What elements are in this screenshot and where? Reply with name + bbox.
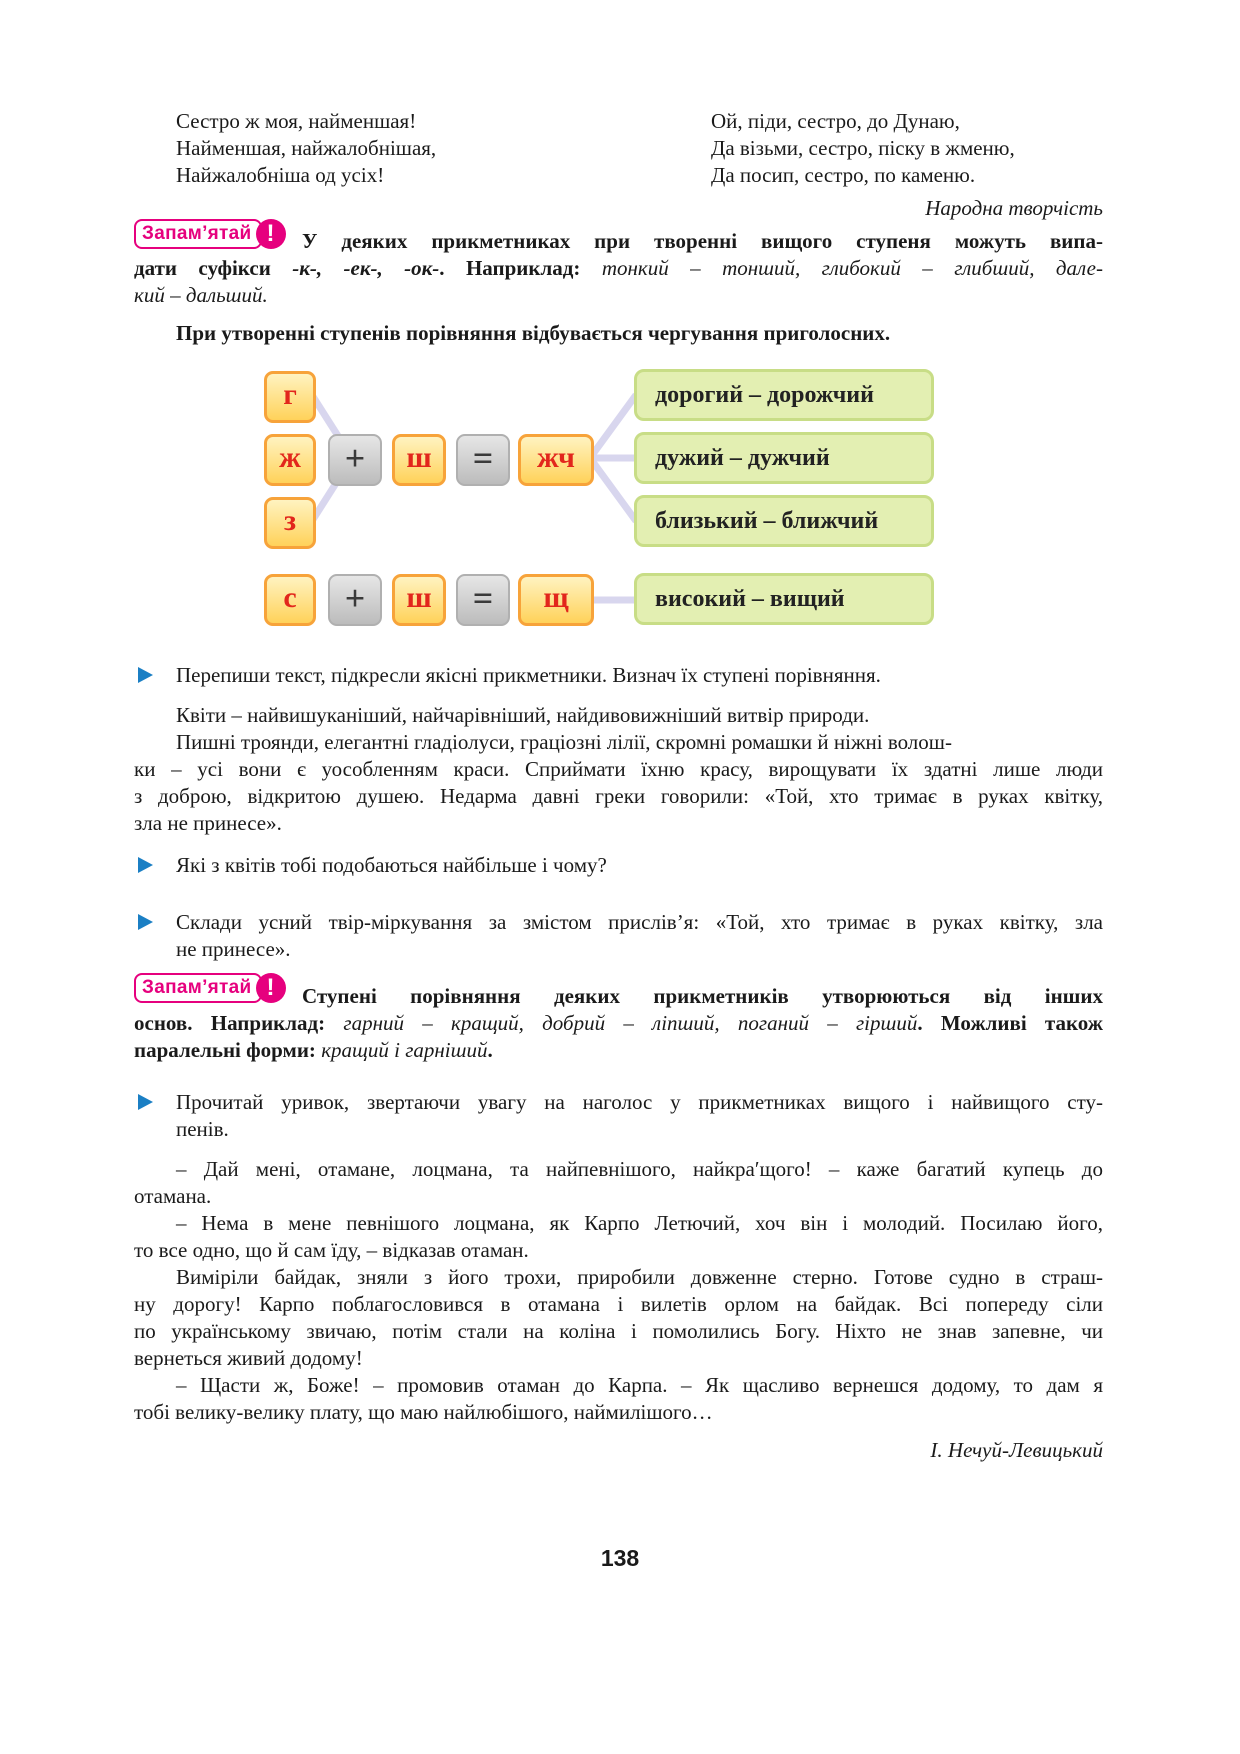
letter-tile-sh: ш bbox=[392, 434, 446, 486]
poem-line: Сестро ж моя, найменшая! bbox=[176, 109, 417, 133]
excerpt-line: – Нема в мене певнішого лоцмана, як Карпо Летючий, хоч він і молодий. Посилаю його, bbox=[176, 1211, 1103, 1235]
excerpt-line: по українському звичаю, потім стали на коліна і помолились Богу. Ніхто не знав запевне, чи bbox=[134, 1319, 1103, 1343]
text-run: кращий і гарніший bbox=[321, 1038, 488, 1062]
remember-label: Запам’ятай bbox=[134, 973, 262, 1003]
text-run: основ. Наприклад: bbox=[134, 1011, 344, 1035]
excerpt-line: отамана. bbox=[134, 1184, 212, 1208]
letter-tile-zh: ж bbox=[264, 434, 316, 486]
text-1-line: з доброю, відкритою душею. Недарма давні греки говорили: «Той, хто тримає в руках квітку, bbox=[134, 784, 1103, 808]
rule-2-line bbox=[134, 983, 1103, 1010]
text-run: паралельні форми: bbox=[134, 1038, 322, 1062]
text-run: У деяких прикметниках при творенні вищого ступеня можуть випа- bbox=[302, 229, 1103, 253]
letter-tile-s: с bbox=[264, 574, 316, 626]
text-run: дати суфікси bbox=[134, 256, 293, 280]
letter-tile-g: г bbox=[264, 371, 316, 423]
task-arrow-icon bbox=[138, 914, 153, 930]
text-run: гарний – кращий, добрий – ліпший, поганий – гірший bbox=[343, 1011, 918, 1035]
text-run: . Можливі також bbox=[917, 1011, 1104, 1035]
text-run: тонкий – тонший, глибокий – глибший, дале- bbox=[601, 256, 1103, 280]
result-tile-shch: щ bbox=[518, 574, 594, 626]
plus-sign: + bbox=[328, 434, 382, 486]
excerpt bbox=[134, 1156, 1103, 1426]
poem-line: Да візьми, сестро, піску в жменю, bbox=[711, 136, 1015, 160]
exclamation-icon: ! bbox=[256, 973, 286, 1003]
example-card: дужий – дужчий bbox=[634, 432, 934, 484]
poem-line: Найменшая, найжалобнішая, bbox=[176, 136, 437, 160]
poem-source: Народна творчість bbox=[925, 196, 1103, 220]
text-1-line: зла не принесе». bbox=[134, 811, 282, 835]
rule-2-line bbox=[134, 1010, 1103, 1037]
excerpt-line: Виміріли байдак, зняли з його трохи, приробили довженне стерно. Готове судно в страш- bbox=[176, 1265, 1103, 1289]
text-1-line: ки – усі вони є уособленням краси. Сприймати їхню красу, вирощувати їх здатні лише люди bbox=[134, 757, 1103, 781]
text-1 bbox=[134, 702, 1103, 837]
task-4-line: Прочитай уривок, звертаючи увагу на наголос у прикметниках вищого і найвищого сту- bbox=[176, 1090, 1103, 1114]
example-card: дорогий – дорожчий bbox=[634, 369, 934, 421]
text-run: кий – дальший. bbox=[134, 283, 268, 307]
task-2: Які з квітів тобі подобаються найбільше і чому? bbox=[176, 853, 607, 877]
text-1-line: Пишні троянди, елегантні гладіолуси, граціозні лілії, скромні ромашки й ніжні волош- bbox=[176, 730, 952, 754]
remember-label: Запам’ятай bbox=[134, 219, 262, 249]
poem-line: Ой, піди, сестро, до Дунаю, bbox=[711, 109, 960, 133]
equals-sign: = bbox=[456, 434, 510, 486]
example-card: близький – ближчий bbox=[634, 495, 934, 547]
excerpt-line: вернеться живий додому! bbox=[134, 1346, 363, 1370]
excerpt-line: тобі велику-велику плату, що маю найлюбішого, наймилішого… bbox=[134, 1400, 713, 1424]
letter-tile-sh: ш bbox=[392, 574, 446, 626]
task-3-line: не принесе». bbox=[176, 937, 291, 961]
poem-line: Найжалобніша од усіх! bbox=[176, 163, 385, 187]
rule-2-line bbox=[134, 1037, 1103, 1064]
equals-sign: = bbox=[456, 574, 510, 626]
example-card: високий – вищий bbox=[634, 573, 934, 625]
task-arrow-icon bbox=[138, 857, 153, 873]
excerpt-line: – Щасти ж, Боже! – промовив отаман до Карпа. – Як щасливо вернешся додому, то дам я bbox=[176, 1373, 1103, 1397]
rule-1-line bbox=[134, 228, 1103, 255]
excerpt-line: то все одно, що й сам їду, – відказав отаман. bbox=[134, 1238, 529, 1262]
poem-line: Да посип, сестро, по каменю. bbox=[711, 163, 976, 187]
text-run: -к-, -ек-, -ок- bbox=[292, 256, 440, 280]
page-number: 138 bbox=[600, 1545, 640, 1571]
text-run: . bbox=[487, 1038, 493, 1062]
excerpt-line: – Дай мені, отамане, лоцмана, та найпевнішого, найкра′щого! – каже багатий купець до bbox=[176, 1157, 1103, 1181]
rule-1 bbox=[134, 228, 1103, 309]
rule-1-line bbox=[134, 282, 1103, 309]
excerpt-author: І. Нечуй-Левицький bbox=[930, 1438, 1103, 1462]
task-arrow-icon bbox=[138, 667, 153, 683]
task-1: Перепиши текст, підкресли якісні прикметники. Визнач їх ступені порівняння. bbox=[176, 663, 881, 687]
task-4 bbox=[176, 1089, 1103, 1143]
plus-sign: + bbox=[328, 574, 382, 626]
task-3 bbox=[176, 909, 1103, 963]
result-tile-zhch: жч bbox=[518, 434, 594, 486]
text-1-line: Квіти – найвишуканіший, найчарівніший, найдивовижніший витвір природи. bbox=[176, 703, 870, 727]
task-3-line: Склади усний твір-міркування за змістом прислів’я: «Той, хто тримає в руках квітку, зла bbox=[176, 910, 1103, 934]
task-4-line: пенів. bbox=[176, 1117, 229, 1141]
poem-left bbox=[176, 108, 436, 189]
task-arrow-icon bbox=[138, 1094, 153, 1110]
rule-1-line bbox=[134, 255, 1103, 282]
exclamation-icon: ! bbox=[256, 219, 286, 249]
excerpt-line: ну дорогу! Карпо поблагословився в отамана і вилетів орлом на байдак. Всі попереду сіли bbox=[134, 1292, 1103, 1316]
text-run: Ступені порівняння деяких прикметників утворюються від інших bbox=[302, 984, 1103, 1008]
alternation-heading: При утворенні ступенів порівняння відбувається чергування приголосних. bbox=[176, 321, 891, 345]
poem-right bbox=[711, 108, 1015, 189]
letter-tile-z: з bbox=[264, 497, 316, 549]
text-run: . Наприклад: bbox=[439, 256, 602, 280]
rule-2 bbox=[134, 983, 1103, 1064]
